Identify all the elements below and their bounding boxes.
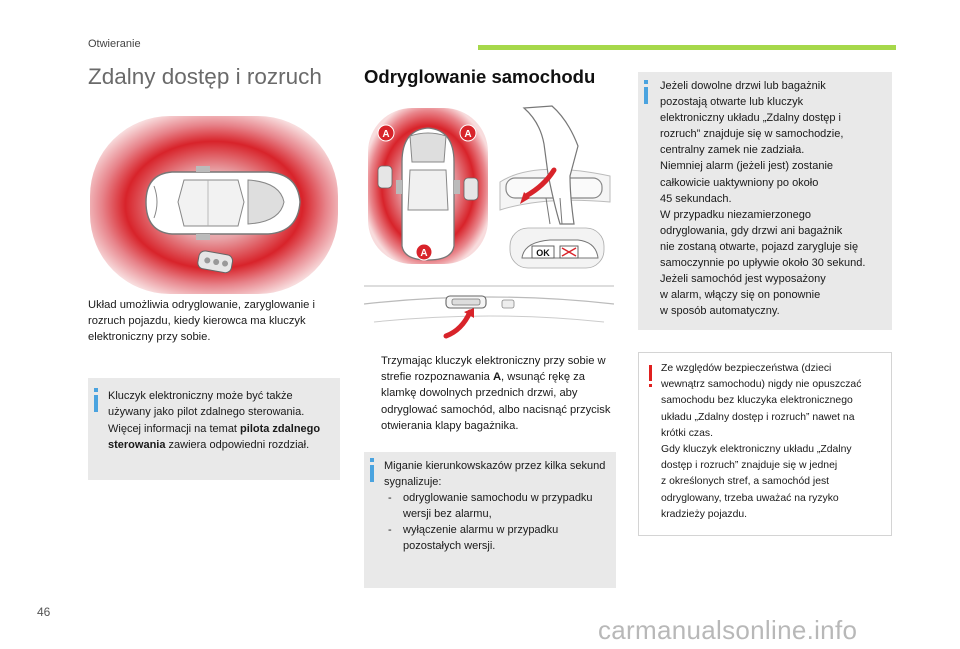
text-line: rozruch” znajduje się w samochodzie,: [660, 128, 844, 141]
instruction-text-part: , wsunąć rękę za klamkę dowolnych przednich drzwi, aby odryglować samochód, albo nacisnąć przycisk otwierania klapy bagażnika.: [381, 371, 611, 432]
info-icon: [370, 465, 374, 482]
text-line: elektroniczny układu „Zdalny dostęp i: [660, 112, 841, 125]
page-title: Zdalny dostęp i rozruch: [88, 64, 322, 89]
zone-a-label: [378, 125, 394, 141]
info-box-central-locking: [638, 72, 892, 330]
text-line: samoczynnie po upływie około 30 sekund.: [660, 257, 866, 270]
text-line: z określonych stref, a samochód jest: [661, 476, 830, 488]
info-box-text: [384, 458, 612, 554]
warning-box-text: [661, 361, 889, 523]
text-line: odryglowania, gdy drzwi ani bagażnik: [660, 224, 843, 237]
text-line: W przypadku niezamierzonego: [660, 208, 812, 221]
text-line: Gdy kluczyk elektroniczny układu „Zdalny: [661, 444, 852, 456]
page-number: 46: [37, 605, 51, 619]
car-top-view: [146, 166, 300, 240]
zone-a-label: [460, 125, 476, 141]
svg-text:OK: OK: [536, 248, 550, 258]
zone-a-label: [416, 244, 432, 260]
car-top-view: [396, 128, 460, 260]
text-line: wewnątrz samochodu) nigdy nie opuszczać: [661, 379, 862, 391]
svg-text:A: A: [420, 248, 428, 259]
info-icon: [644, 87, 648, 104]
tailgate-button-illustration: [364, 282, 614, 340]
hand-door-handle-illustration: [500, 106, 610, 224]
intro-paragraph: Układ umożliwia odryglowanie, zaryglowanie i rozruch pojazdu, kiedy kierowca ma kluczyk elektroniczny przy sobie.: [88, 299, 315, 344]
warning-icon: [649, 365, 652, 381]
text-line: centralny zamek nie zadziała.: [660, 144, 805, 157]
text-line: w sposób automatyczny.: [660, 305, 780, 318]
instruction-text: [381, 353, 621, 434]
info-text-part: Kluczyk elektroniczny może być także używany jako pilot zdalnego sterowania. Więcej informacji na temat: [108, 390, 305, 435]
info-text-part: zawiera odpowiedni rozdział.: [165, 439, 310, 452]
text-line: w alarm, włączy się on ponownie: [660, 289, 821, 302]
info-box-indicators: [364, 452, 616, 588]
section-label: Otwieranie: [88, 38, 141, 50]
info-icon: [94, 395, 98, 412]
section-accent-bar: [478, 45, 896, 50]
list-item: - odryglowanie samochodu w przypadku wersji bez alarmu,: [384, 490, 612, 522]
text-line: krótki czas.: [661, 427, 713, 439]
text-line: całkowicie uaktywniony po około: [660, 176, 819, 189]
text-line: kradzieży pojazdu.: [661, 508, 748, 520]
watermark: carmanualsonline.info: [598, 615, 858, 645]
instruction-text-part: Trzymając kluczyk elektroniczny przy sobie w strefie rozpoznawania: [381, 355, 606, 384]
info-box-text: [660, 78, 890, 319]
text-line: układu „Zdalny dostęp i rozruch” nawet na: [661, 411, 855, 423]
info-box-text: [108, 388, 333, 454]
text-line: Ze względów bezpieczeństwa (dzieci: [661, 363, 832, 374]
text-line: dostęp i rozruch” znajduje się w jednej: [661, 460, 838, 472]
text-line: Niemniej alarm (jeżeli jest) zostanie: [660, 160, 834, 173]
text-line: pozostają otwarte lub kluczyk: [660, 96, 804, 109]
section-title: Odryglowanie samochodu: [364, 66, 596, 87]
text-line: 45 sekundach.: [660, 192, 732, 205]
list-item: - wyłączenie alarmu w przypadku pozostałych wersji.: [384, 522, 612, 554]
text-line: Jeżeli samochód jest wyposażony: [660, 273, 826, 286]
key-fob-icon: [378, 166, 392, 188]
text-line: nie zostaną otwarte, pojazd zarygluje się: [660, 240, 859, 253]
ok-car-icon: [510, 228, 604, 268]
info-box-intro: Miganie kierunkowskazów przez kilka sekund sygnalizuje:: [384, 460, 606, 488]
key-fob-icon: [464, 178, 478, 200]
info-text-bold: pilota zdalnego sterowania: [108, 422, 321, 452]
text-line: odryglowany, trzeba uważać na ryzyko: [661, 492, 839, 504]
unlock-zone-illustration: [364, 100, 614, 270]
remote-zone-illustration: [88, 110, 340, 298]
zone-a-reference: A: [492, 371, 502, 384]
svg-text:A: A: [382, 129, 390, 140]
text-line: Jeżeli dowolne drzwi lub bagażnik: [660, 80, 826, 92]
svg-text:A: A: [464, 129, 472, 140]
indicator-list: [384, 490, 612, 554]
text-line: samochodu bez kluczyka elektronicznego: [661, 395, 853, 407]
unlock-instruction: [364, 353, 616, 435]
warning-box-safety: [638, 352, 892, 536]
info-box-remote: [88, 378, 340, 480]
